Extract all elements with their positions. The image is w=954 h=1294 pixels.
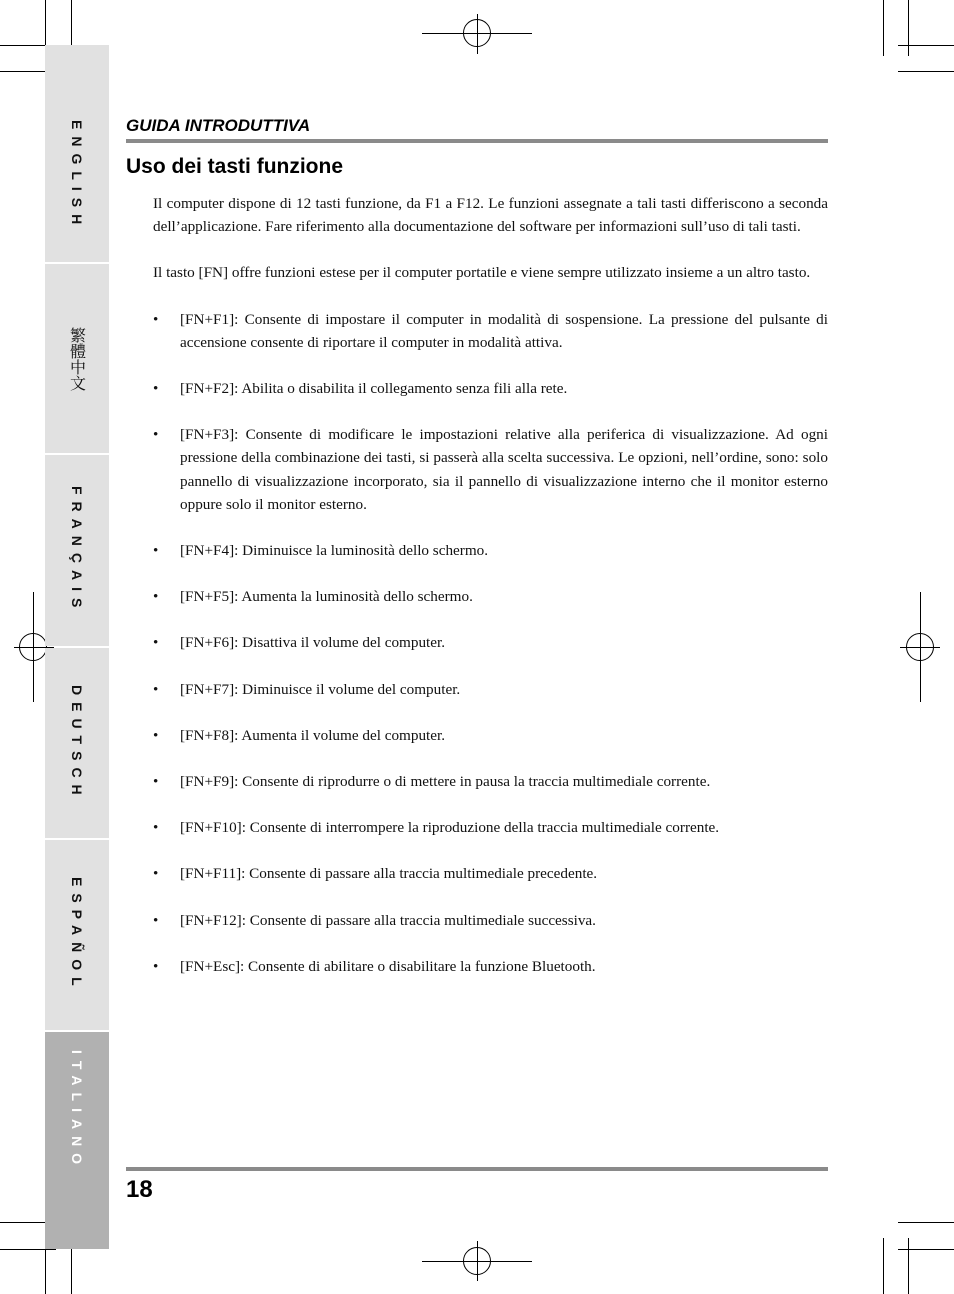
- page-heading: Uso dei tasti funzione: [126, 155, 344, 178]
- list-item-text: [FN+F5]: Aumenta la luminosità dello schermo.: [180, 588, 473, 606]
- function-key-list: [153, 308, 828, 978]
- list-item: [153, 423, 828, 516]
- bullet-icon: •: [153, 588, 159, 606]
- fn-key-paragraph: Il tasto [FN] offre funzioni estese per il computer portatile e viene sempre utilizzato insieme a un altro tasto.: [153, 264, 811, 282]
- page-number: 18: [126, 1176, 153, 1203]
- crop-mark: [0, 1249, 56, 1250]
- bullet-icon: •: [153, 819, 159, 837]
- list-item-text: [FN+F7]: Diminuisce il volume del computer.: [180, 680, 461, 698]
- crop-mark: [908, 1238, 909, 1294]
- list-item: [153, 955, 828, 978]
- list-item: [153, 585, 828, 608]
- header-rule: [126, 139, 828, 143]
- bullet-icon: •: [153, 426, 159, 444]
- tab-label: 繁體中文: [67, 326, 87, 391]
- bullet-icon: •: [153, 773, 159, 791]
- tab-label: DEUTSCH: [69, 684, 85, 802]
- bullet-icon: •: [153, 726, 159, 744]
- list-item: [153, 377, 828, 400]
- list-item: [153, 816, 828, 839]
- footer-rule: [126, 1167, 828, 1171]
- crop-mark: [898, 71, 954, 72]
- list-item: [153, 862, 828, 885]
- bullet-icon: •: [153, 310, 159, 328]
- crop-mark: [883, 0, 884, 56]
- crop-mark: [898, 45, 954, 46]
- list-item-text: [FN+F6]: Disattiva il volume del computer.: [180, 634, 446, 652]
- bullet-icon: •: [153, 542, 159, 560]
- list-item: [153, 631, 828, 654]
- tab-label: ITALIANO: [69, 1049, 85, 1172]
- list-item-text: [FN+F10]: Consente di interrompere la riproduzione della traccia multimediale corrente.: [180, 819, 720, 837]
- list-item-text: [FN+F12]: Consente di passare alla traccia multimediale successiva.: [180, 911, 596, 929]
- list-item-text: [FN+F4]: Diminuisce la luminosità dello schermo.: [180, 542, 489, 560]
- tab-label: FRANÇAIS: [69, 486, 85, 615]
- list-item: [153, 770, 828, 793]
- language-sidebar: [45, 45, 109, 1249]
- intro-paragraph: Il computer dispone di 12 tasti funzione, da F1 a F12. Le funzioni assegnate a tali tasti differiscono a seconda dell’applicazione. Fare riferimento alla documentazione del software per informazioni sull’uso di tali tasti.: [153, 195, 828, 236]
- language-tab-italian[interactable]: [45, 1032, 109, 1249]
- language-tab-german[interactable]: [45, 648, 109, 838]
- list-item-text: [FN+Esc]: Consente di abilitare o disabilitare la funzione Bluetooth.: [180, 957, 596, 975]
- crop-mark: [883, 1238, 884, 1294]
- bullet-icon: •: [153, 680, 159, 698]
- crop-mark: [908, 0, 909, 56]
- list-item: [153, 678, 828, 701]
- list-item-text: [FN+F11]: Consente di passare alla traccia multimediale precedente.: [180, 865, 598, 883]
- bullet-icon: •: [153, 957, 159, 975]
- list-item: [153, 724, 828, 747]
- list-item: [153, 539, 828, 562]
- bullet-icon: •: [153, 380, 159, 398]
- list-item: [153, 909, 828, 932]
- section-title: GUIDA INTRODUTTIVA: [126, 116, 311, 135]
- list-item: [153, 308, 828, 354]
- language-tab-french[interactable]: [45, 455, 109, 646]
- language-tab-spanish[interactable]: [45, 840, 109, 1030]
- crop-mark: [898, 1249, 954, 1250]
- language-tab-english[interactable]: [45, 45, 109, 262]
- list-item-text: [FN+F9]: Consente di riprodurre o di mettere in pausa la traccia multimediale corrente.: [180, 773, 711, 791]
- list-item-text: [FN+F2]: Abilita o disabilita il collegamento senza fili alla rete.: [180, 380, 568, 398]
- list-item-text: [FN+F8]: Aumenta il volume del computer.: [180, 726, 446, 744]
- tab-label: ENGLISH: [69, 119, 85, 232]
- bullet-icon: •: [153, 911, 159, 929]
- language-tab-traditional-chinese[interactable]: [45, 264, 109, 453]
- bullet-icon: •: [153, 865, 159, 883]
- body-content: [153, 192, 828, 1001]
- tab-label: ESPAÑOL: [69, 877, 85, 993]
- crop-mark: [898, 1222, 954, 1223]
- bullet-icon: •: [153, 634, 159, 652]
- list-item-text: [FN+F1]: Consente di impostare il computer in modalità di sospensione. La pressione del pulsante di accensione consente di riportare il computer in modalità attiva.: [180, 310, 828, 351]
- list-item-text: [FN+F3]: Consente di modificare le impostazioni relative alla periferica di visualizzazione. Ad ogni pressione della combinazione dei tasti, si passerà alla scelta successiva. Le opzioni, nell’ordine, sono: solo pannello di visualizzazione incorporato, sia il pannello di visualizzazione interno che il monitor esterno oppure solo il monitor esterno.: [180, 426, 828, 513]
